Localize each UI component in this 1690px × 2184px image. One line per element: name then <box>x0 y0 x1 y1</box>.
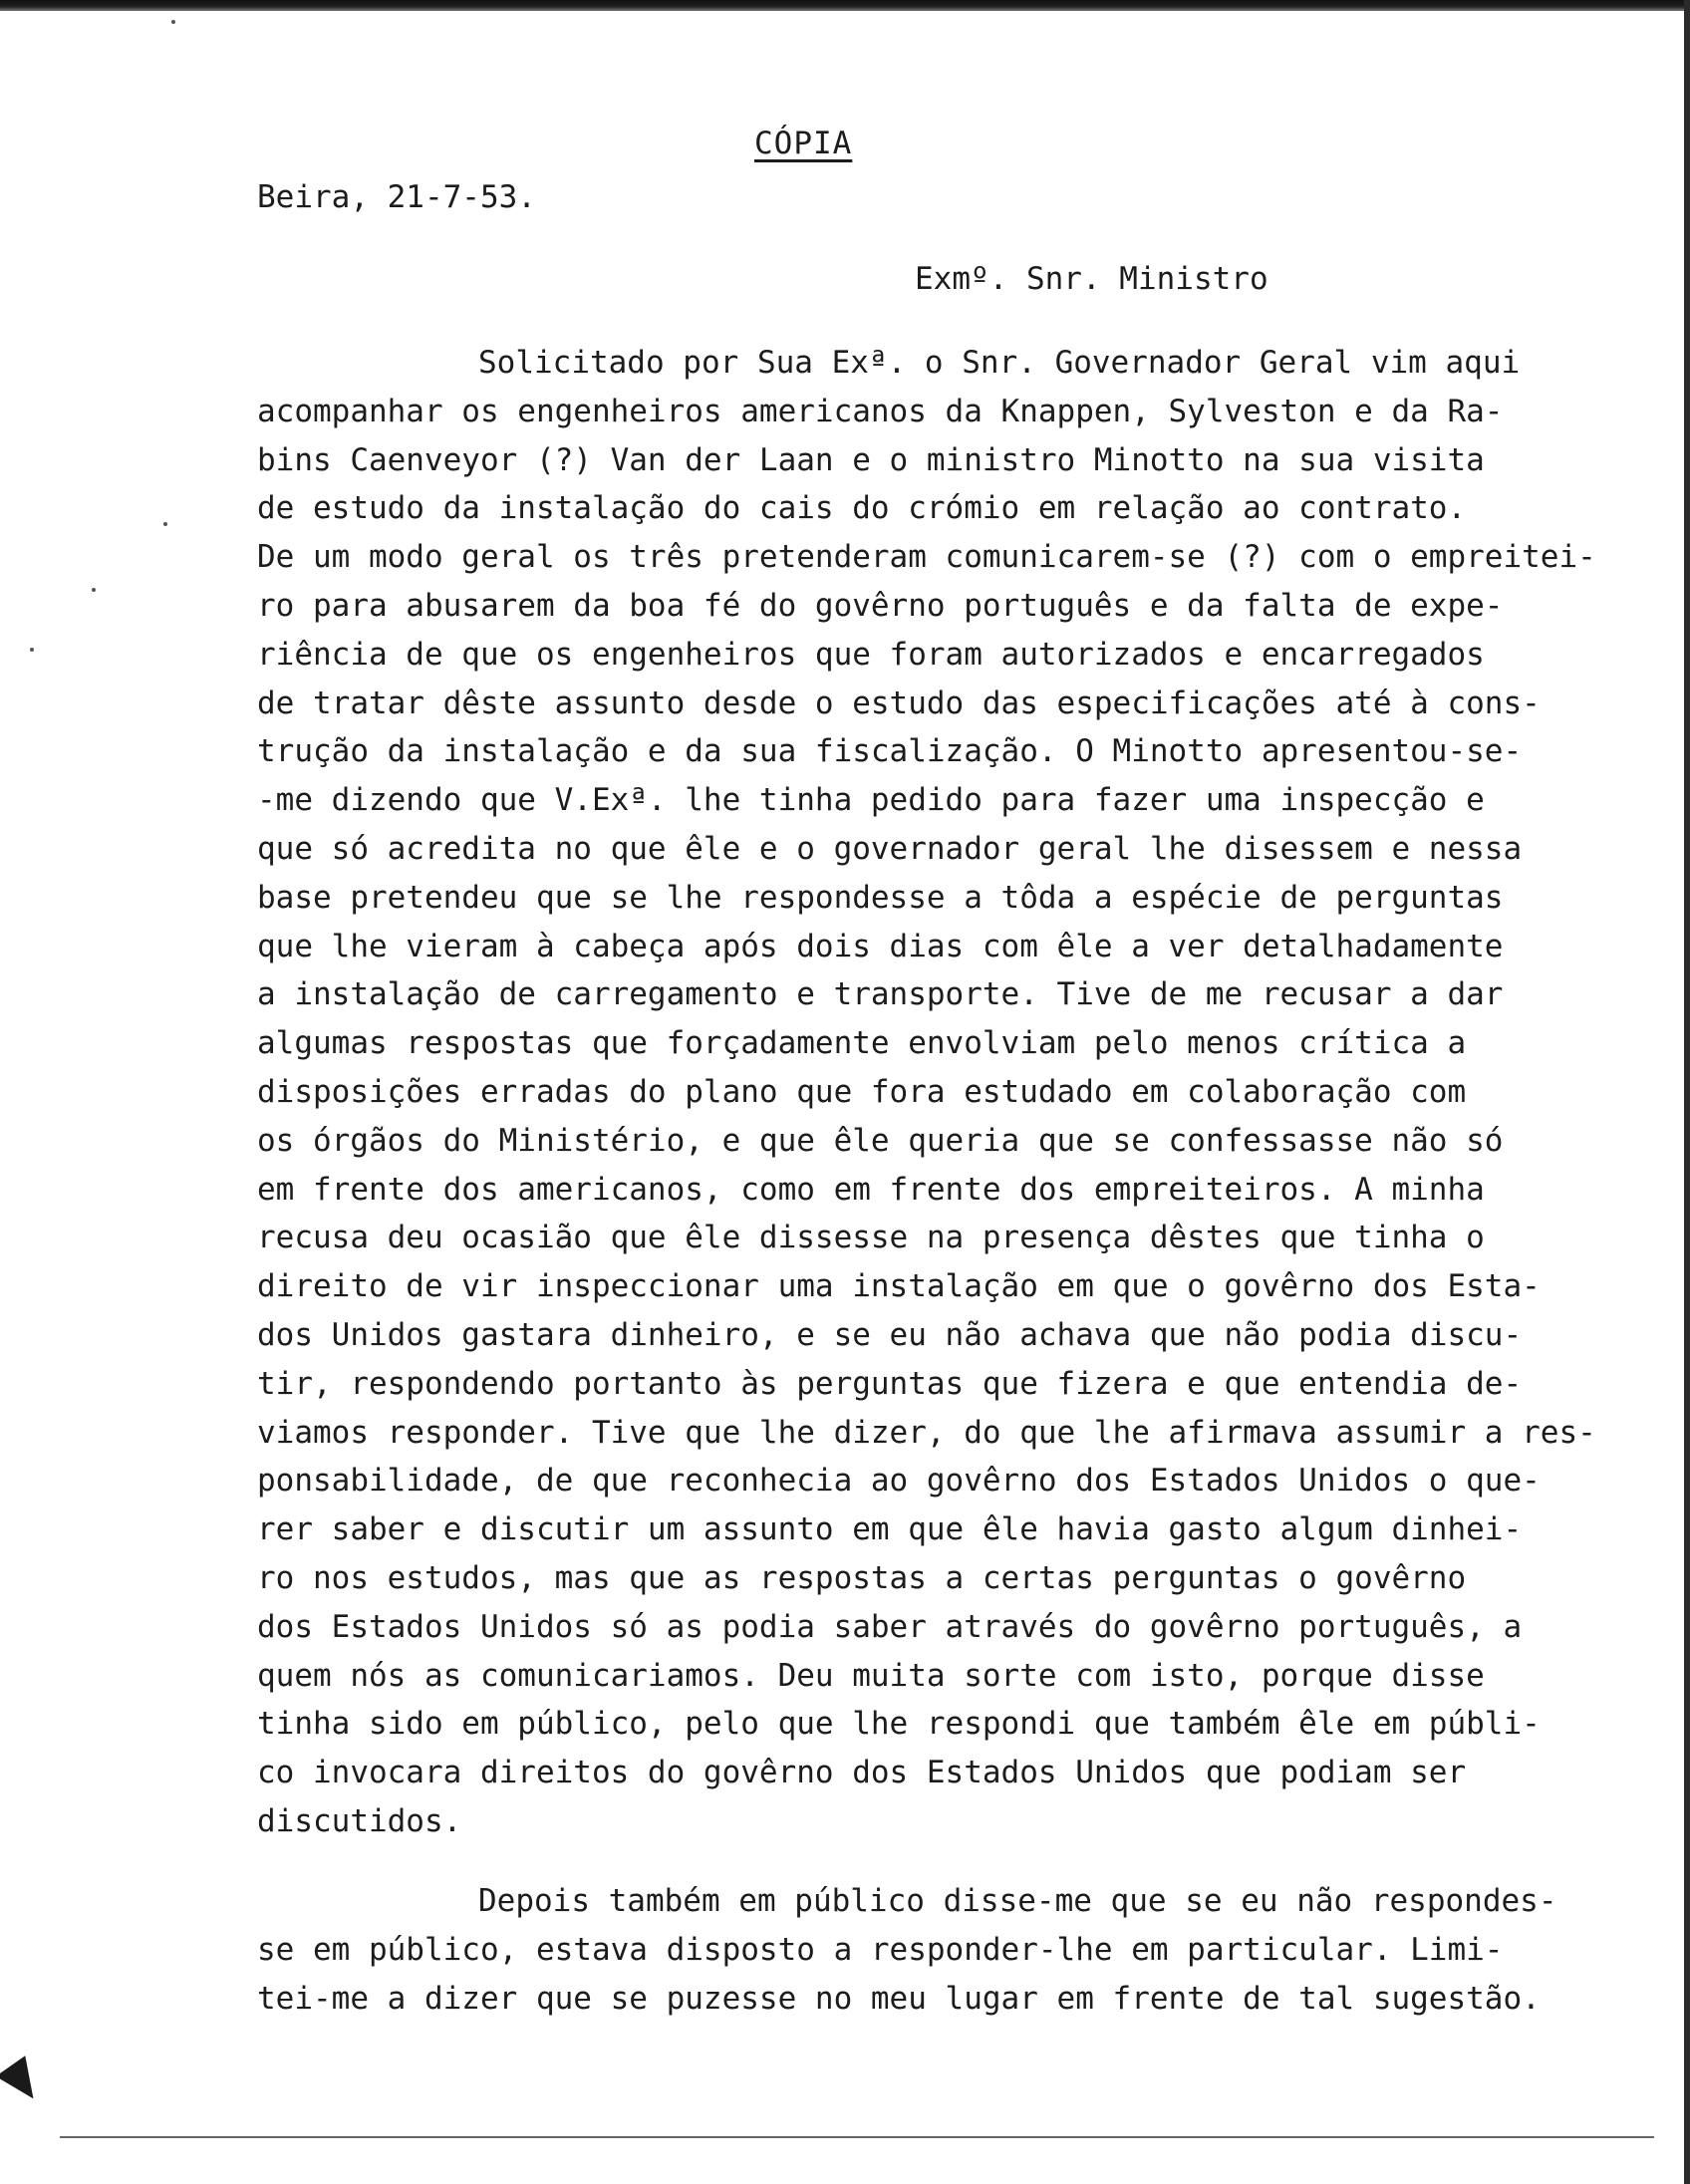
text-line: Solicitado por Sua Exª. o Snr. Governador Geral vim aqui <box>478 345 1521 381</box>
text-line: quem nós as comunicariamos. Deu muita sorte com isto, porque disse <box>257 1657 1485 1694</box>
ink-speck <box>30 648 34 652</box>
text-line: de tratar dêste assunto desde o estudo das especificações até à cons- <box>257 684 1541 721</box>
text-line: tinha sido em público, pelo que lhe respondi que também êle em públi- <box>257 1706 1541 1743</box>
ink-speck <box>171 20 175 24</box>
text-line: -me dizendo que V.Exª. lhe tinha pedido para fazer uma inspecção e <box>257 782 1485 819</box>
text-line: Depois também em público disse-me que se eu não respondes- <box>478 1883 1557 1919</box>
text-line: em frente dos americanos, como em frente dos empreiteiros. A minha <box>257 1171 1485 1208</box>
paragraph-2 <box>257 1877 1632 2023</box>
corner-ink-mark <box>0 2055 48 2108</box>
dateline: Beira, 21-7-53. <box>257 179 536 215</box>
ink-speck <box>92 588 96 592</box>
text-line: dos Unidos gastara dinheiro, e se eu não achava que não podia discu- <box>257 1316 1523 1353</box>
text-line: ro nos estudos, mas que as respostas a certas perguntas o govêrno <box>257 1559 1467 1596</box>
text-line: viamos responder. Tive que lhe dizer, do que lhe afirmava assumir a res- <box>257 1414 1596 1451</box>
text-line: tir, respondendo portanto às perguntas que fizera e que entendia de- <box>257 1365 1523 1402</box>
text-line: dos Estados Unidos só as podia saber através do govêrno português, a <box>257 1608 1523 1645</box>
right-border-line <box>1684 0 1690 2184</box>
text-line: algumas respostas que forçadamente envolviam pelo menos crítica a <box>257 1025 1467 1062</box>
text-line: tei-me a dizer que se puzesse no meu lugar em frente de tal sugestão. <box>257 1980 1541 2017</box>
text-line: co invocara direitos do govêrno dos Estados Unidos que podiam ser <box>257 1755 1467 1791</box>
text-line: disposições erradas do plano que fora estudado em colaboração com <box>257 1073 1467 1110</box>
top-border-line <box>0 0 1690 11</box>
text-line: que lhe vieram à cabeça após dois dias com êle a ver detalhadamente <box>257 928 1504 964</box>
text-line: que só acredita no que êle e o governador geral lhe disessem e nessa <box>257 830 1523 867</box>
text-line: ponsabilidade, de que reconhecia ao govêrno dos Estados Unidos o que- <box>257 1463 1541 1500</box>
text-line: a instalação de carregamento e transporte. Tive de me recusar a dar <box>257 976 1504 1013</box>
text-line: os órgãos do Ministério, e que êle queria que se confessasse não só <box>257 1122 1504 1159</box>
text-line: trução da instalação e da sua fiscalização. O Minotto apresentou-se- <box>257 733 1523 770</box>
salutation: Exmº. Snr. Ministro <box>915 261 1268 297</box>
text-line: discutidos. <box>257 1802 462 1839</box>
text-line: De um modo geral os três pretenderam comunicarem-se (?) com o empreitei- <box>257 539 1596 576</box>
text-line: se em público, estava disposto a responder-lhe em particular. Limi- <box>257 1931 1504 1968</box>
text-line: riência de que os engenheiros que foram autorizados e encarregados <box>257 636 1485 673</box>
text-line: acompanhar os engenheiros americanos da Knappen, Sylveston e da Ra- <box>257 393 1504 429</box>
text-line: recusa deu ocasião que êle dissesse na presença dêstes que tinha o <box>257 1220 1485 1256</box>
bottom-border-line <box>60 2136 1654 2138</box>
text-line: direito de vir inspeccionar uma instalação em que o govêrno dos Esta- <box>257 1268 1541 1305</box>
text-line: base pretendeu que se lhe respondesse a tôda a espécie de perguntas <box>257 879 1504 916</box>
document-title: CÓPIA <box>754 126 853 161</box>
text-line: de estudo da instalação do cais do crómio em relação ao contrato. <box>257 490 1467 527</box>
text-line: ro para abusarem da boa fé do govêrno português e da falta de expe- <box>257 587 1504 624</box>
text-line: rer saber e discutir um assunto em que êle havia gasto algum dinhei- <box>257 1511 1523 1548</box>
paragraph-1 <box>257 339 1632 1846</box>
ink-speck <box>163 522 167 526</box>
text-line: bins Caenveyor (?) Van der Laan e o ministro Minotto na sua visita <box>257 441 1485 478</box>
